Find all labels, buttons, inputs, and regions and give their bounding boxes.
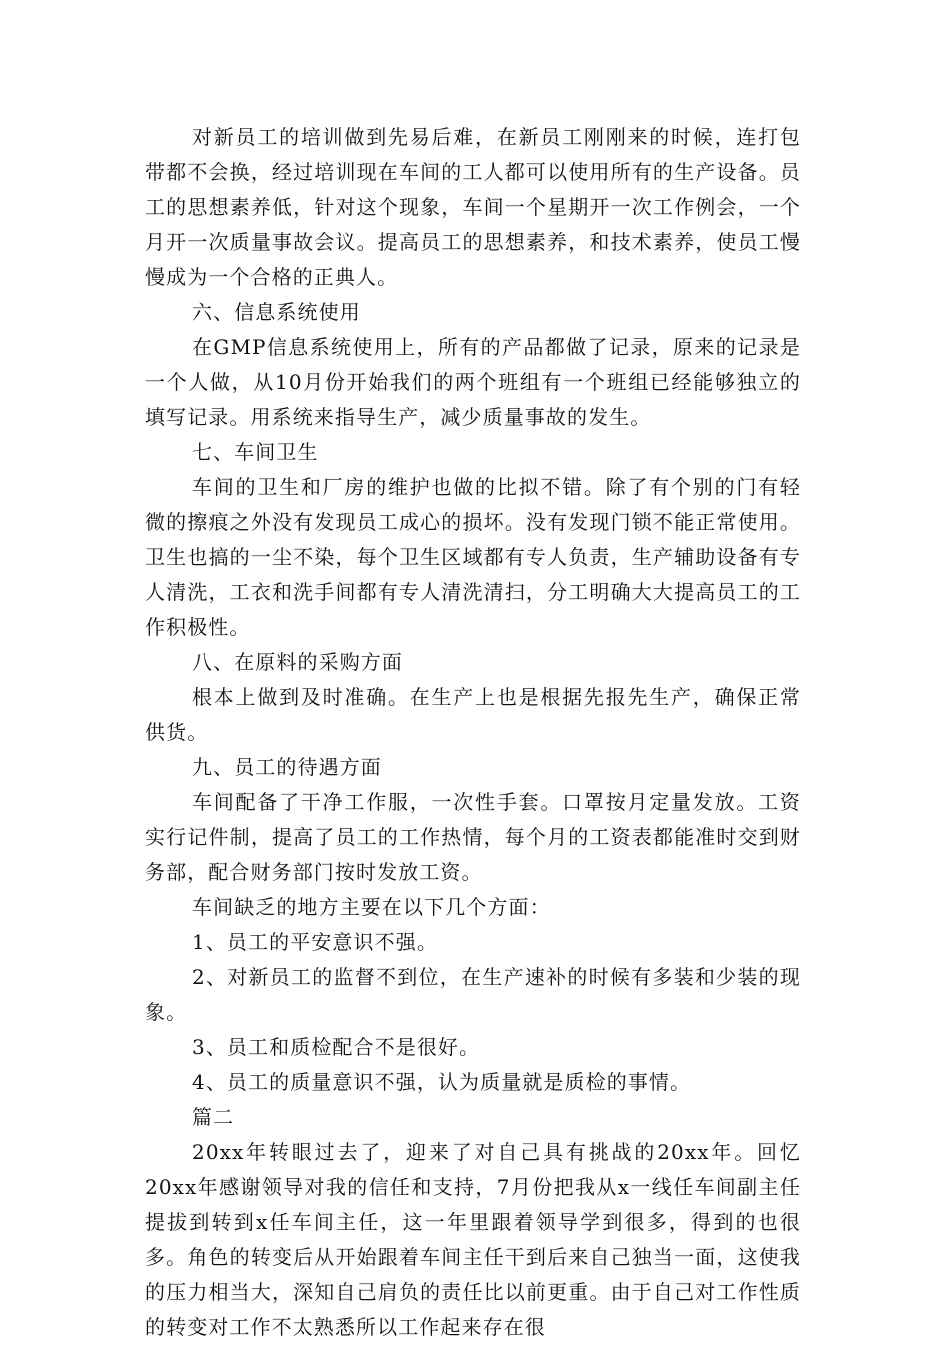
list-item: 3、员工和质检配合不是很好。: [192, 1035, 481, 1059]
paragraph-part-two-intro: 20xx年转眼过去了，迎来了对自己具有挑战的20xx年。回忆20xx年感谢领导对我的信任和支持，7月份把我从x一线任车间副主任提拔到转到x任车间主任，这一年里跟着领导学到很多，得到的也很多。角色的转变后从开始跟着车间主任干到后来自己独当一面，这使我的压力相当大，深知自己肩负的责任比以前更重。由于自己对工作性质的转变对工作不太熟悉所以工作起来存在很: [145, 1140, 801, 1339]
paragraph-shortcomings-intro: 车间缺乏的地方主要在以下几个方面：: [192, 895, 551, 919]
list-item: 2、对新员工的监督不到位，在生产速补的时候有多装和少装的现象。: [145, 965, 801, 1024]
paragraph-workshop-hygiene: 车间的卫生和厂房的维护也做的比拟不错。除了有个别的门有轻微的擦痕之外没有发现员工成心的损坏。没有发现门锁不能正常使用。卫生也搞的一尘不染，每个卫生区域都有专人负责，生产辅助设备有专人清洗，工衣和洗手间都有专人清洗清扫，分工明确大大提高员工的工作积极性。: [145, 475, 801, 639]
paragraph-training: 对新员工的培训做到先易后难，在新员工刚刚来的时候，连打包带都不会换，经过培训现在车间的工人都可以使用所有的生产设备。员工的思想素养低，针对这个现象，车间一个星期开一次工作例会，一个月开一次质量事故会议。提高员工的思想素养，和技术素养，使员工慢慢成为一个合格的正典人。: [145, 125, 801, 289]
paragraph-raw-material-purchase: 根本上做到及时准确。在生产上也是根据先报先生产，确保正常供货。: [145, 685, 801, 744]
heading-information-system: 六、信息系统使用: [192, 300, 361, 324]
list-item: 1、员工的平安意识不强。: [192, 930, 438, 954]
paragraph-information-system: 在GMP信息系统使用上，所有的产品都做了记录，原来的记录是一个人做，从10月份开始我们的两个班组有一个班组已经能够独立的填写记录。用系统来指导生产，减少质量事故的发生。: [145, 335, 801, 429]
document-body: [145, 120, 801, 1345]
heading-raw-material-purchase: 八、在原料的采购方面: [192, 650, 403, 674]
heading-employee-treatment: 九、员工的待遇方面: [192, 755, 382, 779]
heading-workshop-hygiene: 七、车间卫生: [192, 440, 319, 464]
list-item: 4、员工的质量意识不强，认为质量就是质检的事情。: [192, 1070, 692, 1094]
paragraph-employee-treatment: 车间配备了干净工作服，一次性手套。口罩按月定量发放。工资实行记件制，提高了员工的工作热情，每个月的工资表都能准时交到财务部，配合财务部门按时发放工资。: [145, 790, 801, 884]
section-title-part-two: 篇二: [192, 1105, 235, 1129]
